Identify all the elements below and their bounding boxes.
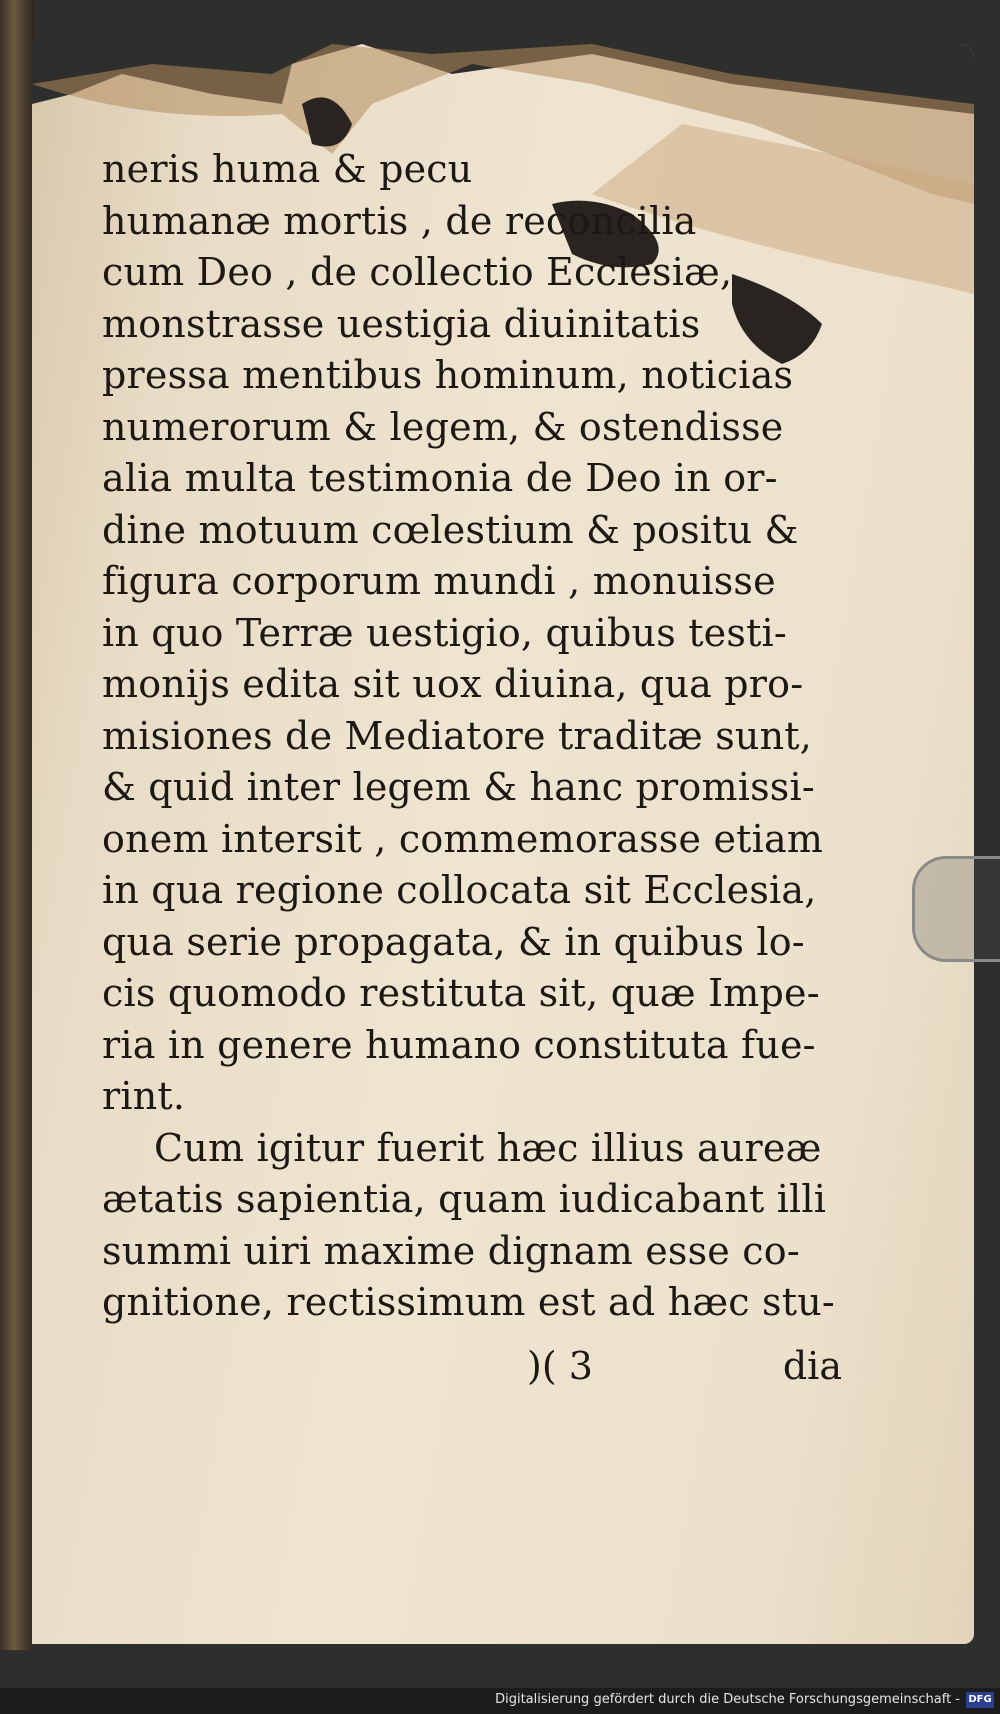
- text-line: Cum igitur fuerit hæc illius aureæ: [154, 1125, 822, 1170]
- text-line: neris huma & pecu: [102, 147, 473, 191]
- book-spine-edge: [0, 0, 34, 1650]
- credit-text: Digitalisierung gefördert durch die Deutsche Forschungsgemeinschaft -: [495, 1692, 960, 1707]
- text-line: numerorum & legem, & ostendisse: [102, 404, 784, 449]
- credit-bar: [0, 1688, 1000, 1714]
- text-line: misiones de Mediatore traditæ sunt,: [102, 713, 812, 758]
- text-line: qua serie propagata, & in quibus lo-: [102, 919, 805, 964]
- text-line: pressa mentibus hominum, noticias: [102, 353, 794, 397]
- text-block: [102, 144, 842, 1329]
- text-line: gnitione, rectissimum est ad hæc stu-: [102, 1280, 835, 1324]
- text-line: onem intersit , commemorasse etiam: [102, 816, 824, 861]
- text-line: cum Deo , de collectio Ecclesiæ,: [102, 250, 733, 294]
- text-line: alia multa testimonia de Deo in or-: [102, 456, 778, 500]
- text-line: dine motuum cœlestium & positu &: [102, 507, 799, 552]
- text-line: summi uiri maxime dignam esse co-: [102, 1228, 800, 1273]
- text-line: in quo Terræ uestigio, quibus testi-: [102, 610, 787, 655]
- text-line: cis quomodo restituta sit, quæ Impe-: [102, 971, 820, 1015]
- text-line: humanæ mortis , de reconcilia: [102, 198, 697, 243]
- text-line: monijs edita sit uox diuina, qua pro-: [102, 662, 804, 706]
- book-page: [32, 44, 974, 1644]
- text-line: in qua regione collocata sit Ecclesia,: [102, 868, 817, 912]
- dfg-logo: DFG: [966, 1692, 994, 1708]
- text-line: & quid inter legem & hanc promissi-: [102, 765, 815, 809]
- text-line: rint.: [102, 1074, 186, 1118]
- text-line: figura corporum mundi , monuisse: [102, 559, 776, 603]
- text-line: monstrasse uestigia diuinitatis: [102, 301, 701, 346]
- catchword: dia: [782, 1344, 842, 1388]
- page-footer-row: [102, 1344, 842, 1404]
- page-clip: [912, 856, 1000, 962]
- signature-mark: )( 3: [527, 1344, 593, 1388]
- text-line: ria in genere humano constituta fue-: [102, 1022, 816, 1067]
- text-line: ætatis sapientia, quam iudicabant illi: [102, 1177, 827, 1221]
